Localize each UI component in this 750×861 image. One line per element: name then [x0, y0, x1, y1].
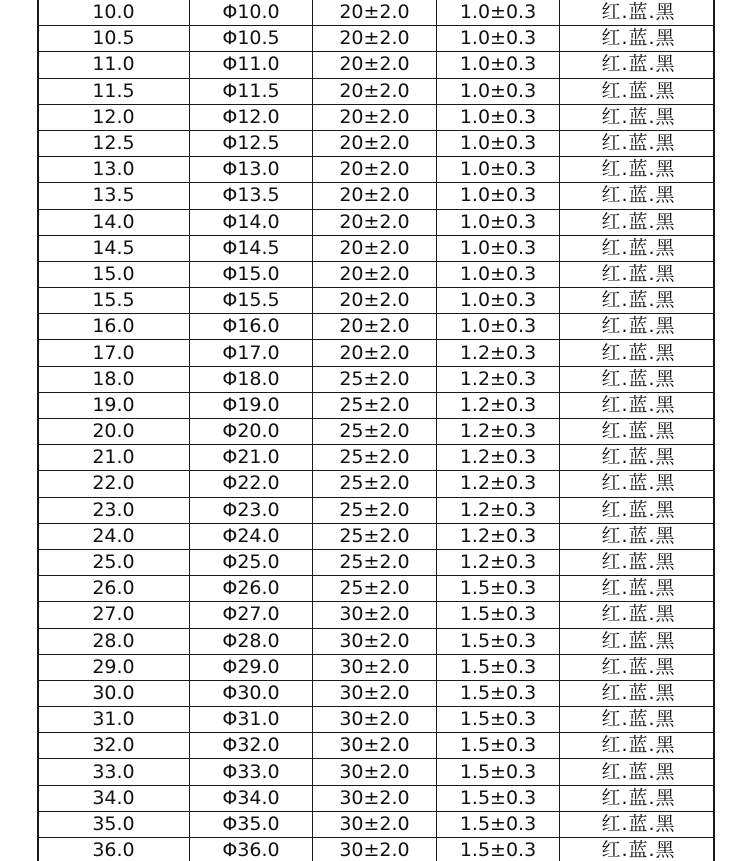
size-cell: 22.0 [38, 471, 190, 497]
thickness-cell: 1.5±0.3 [437, 838, 560, 861]
thickness-cell: 1.5±0.3 [437, 654, 560, 680]
size-cell: 24.0 [38, 523, 190, 549]
length-cell: 20±2.0 [313, 78, 437, 104]
length-cell: 30±2.0 [313, 811, 437, 837]
size-cell: 14.5 [38, 235, 190, 261]
length-cell: 30±2.0 [313, 785, 437, 811]
length-cell: 25±2.0 [313, 523, 437, 549]
size-cell: 11.0 [38, 52, 190, 78]
thickness-cell: 1.5±0.3 [437, 602, 560, 628]
thickness-cell: 1.0±0.3 [437, 157, 560, 183]
table-row [38, 26, 716, 52]
table-row [38, 366, 716, 392]
color-cell: 红.蓝.黑 [560, 811, 716, 837]
table-row [38, 419, 716, 445]
thickness-cell: 1.0±0.3 [437, 261, 560, 287]
table-row [38, 811, 716, 837]
thickness-cell: 1.5±0.3 [437, 811, 560, 837]
size-cell: 35.0 [38, 811, 190, 837]
size-cell: 21.0 [38, 445, 190, 471]
diameter-cell: Φ14.0 [190, 209, 313, 235]
color-cell: 红.蓝.黑 [560, 576, 716, 602]
thickness-cell: 1.0±0.3 [437, 288, 560, 314]
color-cell: 红.蓝.黑 [560, 130, 716, 156]
thickness-cell: 1.0±0.3 [437, 130, 560, 156]
length-cell: 20±2.0 [313, 104, 437, 130]
color-cell: 红.蓝.黑 [560, 785, 716, 811]
length-cell: 20±2.0 [313, 130, 437, 156]
color-cell: 红.蓝.黑 [560, 235, 716, 261]
size-cell: 15.5 [38, 288, 190, 314]
diameter-cell: Φ12.5 [190, 130, 313, 156]
size-cell: 13.5 [38, 183, 190, 209]
diameter-cell: Φ34.0 [190, 785, 313, 811]
length-cell: 30±2.0 [313, 707, 437, 733]
size-cell: 16.0 [38, 314, 190, 340]
diameter-cell: Φ19.0 [190, 392, 313, 418]
diameter-cell: Φ35.0 [190, 811, 313, 837]
color-cell: 红.蓝.黑 [560, 497, 716, 523]
size-cell: 19.0 [38, 392, 190, 418]
table-row [38, 549, 716, 575]
color-cell: 红.蓝.黑 [560, 419, 716, 445]
size-cell: 23.0 [38, 497, 190, 523]
color-cell: 红.蓝.黑 [560, 628, 716, 654]
color-cell: 红.蓝.黑 [560, 288, 716, 314]
size-cell: 29.0 [38, 654, 190, 680]
table-row [38, 104, 716, 130]
diameter-cell: Φ28.0 [190, 628, 313, 654]
color-cell: 红.蓝.黑 [560, 157, 716, 183]
thickness-cell: 1.5±0.3 [437, 759, 560, 785]
spec-sheet [37, 0, 715, 861]
color-cell: 红.蓝.黑 [560, 183, 716, 209]
thickness-cell: 1.2±0.3 [437, 366, 560, 392]
size-cell: 27.0 [38, 602, 190, 628]
length-cell: 25±2.0 [313, 471, 437, 497]
diameter-cell: Φ24.0 [190, 523, 313, 549]
color-cell: 红.蓝.黑 [560, 838, 716, 861]
diameter-cell: Φ11.0 [190, 52, 313, 78]
color-cell: 红.蓝.黑 [560, 471, 716, 497]
color-cell: 红.蓝.黑 [560, 366, 716, 392]
length-cell: 20±2.0 [313, 0, 437, 26]
thickness-cell: 1.2±0.3 [437, 419, 560, 445]
table-row [38, 707, 716, 733]
table-row [38, 261, 716, 287]
thickness-cell: 1.0±0.3 [437, 26, 560, 52]
color-cell: 红.蓝.黑 [560, 52, 716, 78]
diameter-cell: Φ11.5 [190, 78, 313, 104]
table-row [38, 130, 716, 156]
color-cell: 红.蓝.黑 [560, 549, 716, 575]
size-cell: 15.0 [38, 261, 190, 287]
thickness-cell: 1.5±0.3 [437, 680, 560, 706]
table-row [38, 0, 716, 26]
length-cell: 25±2.0 [313, 445, 437, 471]
table-row [38, 497, 716, 523]
color-cell: 红.蓝.黑 [560, 26, 716, 52]
size-cell: 10.0 [38, 0, 190, 26]
diameter-cell: Φ33.0 [190, 759, 313, 785]
length-cell: 20±2.0 [313, 288, 437, 314]
table-row [38, 183, 716, 209]
length-cell: 20±2.0 [313, 183, 437, 209]
size-cell: 31.0 [38, 707, 190, 733]
length-cell: 30±2.0 [313, 759, 437, 785]
size-cell: 18.0 [38, 366, 190, 392]
thickness-cell: 1.2±0.3 [437, 340, 560, 366]
thickness-cell: 1.5±0.3 [437, 628, 560, 654]
size-cell: 26.0 [38, 576, 190, 602]
length-cell: 20±2.0 [313, 157, 437, 183]
size-cell: 25.0 [38, 549, 190, 575]
length-cell: 25±2.0 [313, 497, 437, 523]
table-row [38, 680, 716, 706]
table-row [38, 838, 716, 861]
length-cell: 20±2.0 [313, 340, 437, 366]
length-cell: 30±2.0 [313, 838, 437, 861]
color-cell: 红.蓝.黑 [560, 707, 716, 733]
spec-table-body [38, 0, 716, 861]
length-cell: 25±2.0 [313, 549, 437, 575]
length-cell: 20±2.0 [313, 314, 437, 340]
diameter-cell: Φ29.0 [190, 654, 313, 680]
table-row [38, 340, 716, 366]
table-row [38, 314, 716, 340]
color-cell: 红.蓝.黑 [560, 209, 716, 235]
table-row [38, 576, 716, 602]
color-cell: 红.蓝.黑 [560, 314, 716, 340]
diameter-cell: Φ26.0 [190, 576, 313, 602]
diameter-cell: Φ21.0 [190, 445, 313, 471]
thickness-cell: 1.0±0.3 [437, 235, 560, 261]
diameter-cell: Φ16.0 [190, 314, 313, 340]
diameter-cell: Φ25.0 [190, 549, 313, 575]
thickness-cell: 1.5±0.3 [437, 707, 560, 733]
diameter-cell: Φ17.0 [190, 340, 313, 366]
length-cell: 25±2.0 [313, 576, 437, 602]
length-cell: 30±2.0 [313, 733, 437, 759]
length-cell: 20±2.0 [313, 52, 437, 78]
table-row [38, 654, 716, 680]
table-row [38, 602, 716, 628]
diameter-cell: Φ15.0 [190, 261, 313, 287]
diameter-cell: Φ18.0 [190, 366, 313, 392]
size-cell: 12.0 [38, 104, 190, 130]
color-cell: 红.蓝.黑 [560, 0, 716, 26]
diameter-cell: Φ15.5 [190, 288, 313, 314]
color-cell: 红.蓝.黑 [560, 602, 716, 628]
diameter-cell: Φ13.5 [190, 183, 313, 209]
color-cell: 红.蓝.黑 [560, 759, 716, 785]
table-row [38, 733, 716, 759]
color-cell: 红.蓝.黑 [560, 733, 716, 759]
thickness-cell: 1.2±0.3 [437, 497, 560, 523]
diameter-cell: Φ14.5 [190, 235, 313, 261]
color-cell: 红.蓝.黑 [560, 340, 716, 366]
thickness-cell: 1.5±0.3 [437, 733, 560, 759]
diameter-cell: Φ31.0 [190, 707, 313, 733]
diameter-cell: Φ27.0 [190, 602, 313, 628]
size-cell: 10.5 [38, 26, 190, 52]
thickness-cell: 1.0±0.3 [437, 183, 560, 209]
size-cell: 20.0 [38, 419, 190, 445]
diameter-cell: Φ10.0 [190, 0, 313, 26]
color-cell: 红.蓝.黑 [560, 78, 716, 104]
thickness-cell: 1.0±0.3 [437, 209, 560, 235]
thickness-cell: 1.0±0.3 [437, 314, 560, 340]
color-cell: 红.蓝.黑 [560, 104, 716, 130]
thickness-cell: 1.0±0.3 [437, 52, 560, 78]
diameter-cell: Φ13.0 [190, 157, 313, 183]
length-cell: 20±2.0 [313, 26, 437, 52]
thickness-cell: 1.5±0.3 [437, 576, 560, 602]
color-cell: 红.蓝.黑 [560, 523, 716, 549]
table-row [38, 78, 716, 104]
color-cell: 红.蓝.黑 [560, 392, 716, 418]
thickness-cell: 1.2±0.3 [437, 445, 560, 471]
thickness-cell: 1.2±0.3 [437, 549, 560, 575]
table-row [38, 785, 716, 811]
size-cell: 12.5 [38, 130, 190, 156]
color-cell: 红.蓝.黑 [560, 261, 716, 287]
table-row [38, 235, 716, 261]
size-cell: 34.0 [38, 785, 190, 811]
table-row [38, 523, 716, 549]
table-row [38, 471, 716, 497]
length-cell: 25±2.0 [313, 392, 437, 418]
size-cell: 32.0 [38, 733, 190, 759]
length-cell: 30±2.0 [313, 602, 437, 628]
size-cell: 13.0 [38, 157, 190, 183]
thickness-cell: 1.0±0.3 [437, 104, 560, 130]
color-cell: 红.蓝.黑 [560, 654, 716, 680]
diameter-cell: Φ23.0 [190, 497, 313, 523]
diameter-cell: Φ30.0 [190, 680, 313, 706]
size-cell: 28.0 [38, 628, 190, 654]
size-cell: 30.0 [38, 680, 190, 706]
diameter-cell: Φ10.5 [190, 26, 313, 52]
size-cell: 33.0 [38, 759, 190, 785]
thickness-cell: 1.5±0.3 [437, 785, 560, 811]
diameter-cell: Φ36.0 [190, 838, 313, 861]
thickness-cell: 1.0±0.3 [437, 0, 560, 26]
diameter-cell: Φ32.0 [190, 733, 313, 759]
diameter-cell: Φ20.0 [190, 419, 313, 445]
table-row [38, 157, 716, 183]
thickness-cell: 1.2±0.3 [437, 471, 560, 497]
color-cell: 红.蓝.黑 [560, 680, 716, 706]
length-cell: 30±2.0 [313, 628, 437, 654]
table-row [38, 288, 716, 314]
size-cell: 17.0 [38, 340, 190, 366]
table-row [38, 52, 716, 78]
thickness-cell: 1.0±0.3 [437, 78, 560, 104]
length-cell: 25±2.0 [313, 419, 437, 445]
length-cell: 30±2.0 [313, 680, 437, 706]
diameter-cell: Φ12.0 [190, 104, 313, 130]
size-cell: 36.0 [38, 838, 190, 861]
table-row [38, 759, 716, 785]
thickness-cell: 1.2±0.3 [437, 523, 560, 549]
color-cell: 红.蓝.黑 [560, 445, 716, 471]
length-cell: 20±2.0 [313, 209, 437, 235]
length-cell: 20±2.0 [313, 261, 437, 287]
size-cell: 14.0 [38, 209, 190, 235]
table-row [38, 628, 716, 654]
table-row [38, 392, 716, 418]
length-cell: 30±2.0 [313, 654, 437, 680]
table-row [38, 445, 716, 471]
spec-table [37, 0, 715, 861]
diameter-cell: Φ22.0 [190, 471, 313, 497]
table-row [38, 209, 716, 235]
size-cell: 11.5 [38, 78, 190, 104]
length-cell: 25±2.0 [313, 366, 437, 392]
length-cell: 20±2.0 [313, 235, 437, 261]
thickness-cell: 1.2±0.3 [437, 392, 560, 418]
